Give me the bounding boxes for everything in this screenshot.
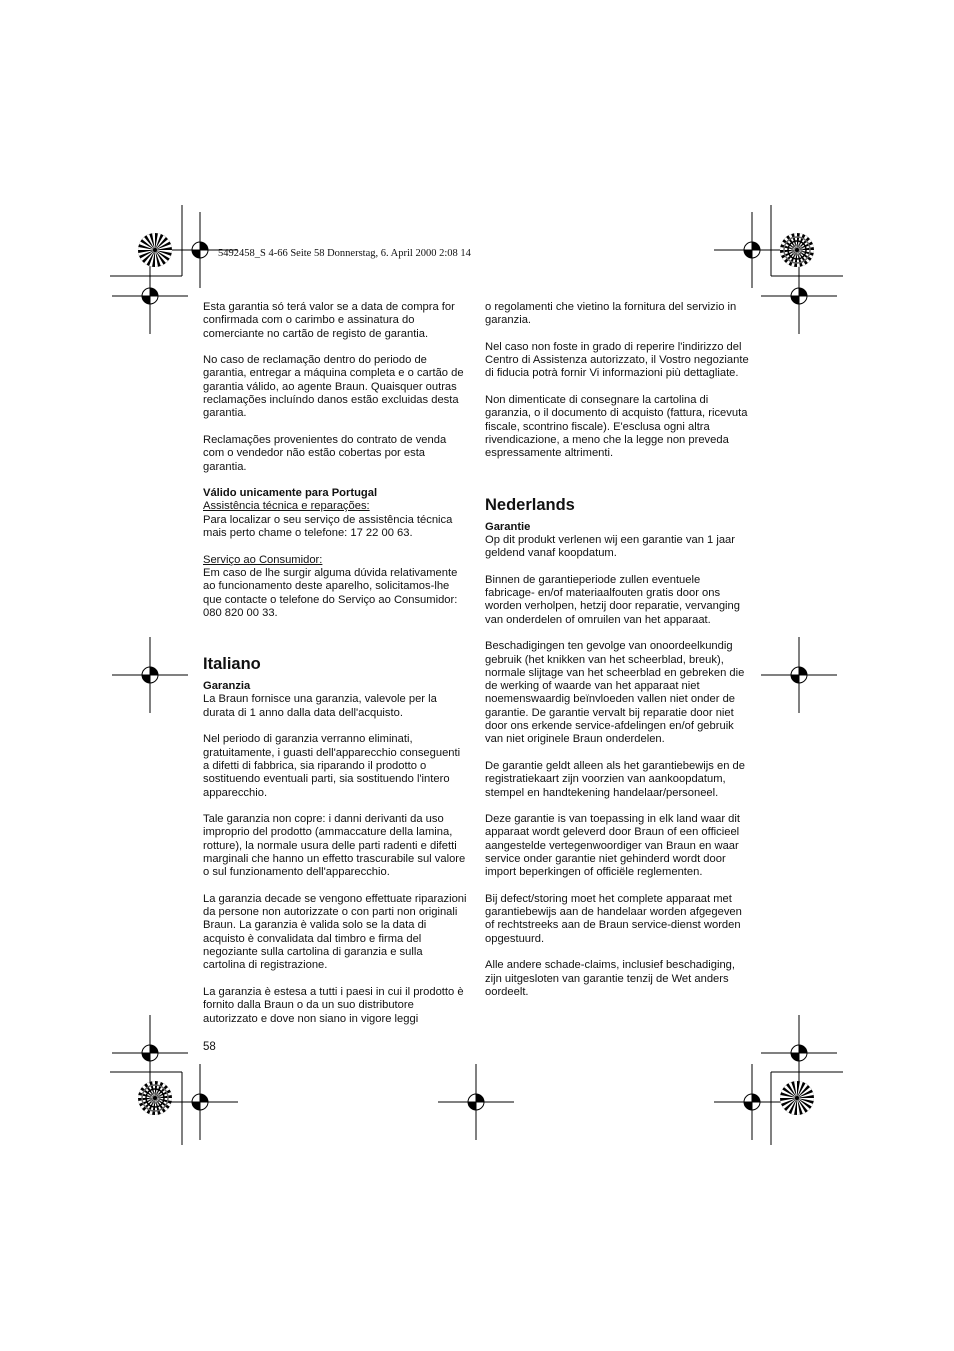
consumer-service-label: Serviço ao Consumidor: bbox=[203, 553, 323, 566]
paragraph: Tale garanzia non copre: i danni derivanti da uso improprio del prodotto (ammaccature della lamina, rotture), la normale usura delle parti radenti e difetti marginali che hanno un effetto trascurabile sul valore o sul funzionamento dell'apparecchio. bbox=[203, 813, 466, 879]
print-header: 5492458_S 4-66 Seite 58 Donnerstag, 6. April 2000 2:08 14 bbox=[218, 248, 471, 259]
right-column bbox=[485, 301, 749, 1013]
paragraph: Nel caso non foste in grado di reperire l'indirizzo del Centro di Assistenza autorizzato, il Vostro negoziante di fiducia potrà fornir Vi informazioni più dettagliate. bbox=[485, 340, 749, 380]
paragraph: De garantie geldt alleen als het garantiebewijs en de registratiekaart zijn voorzien van aankoopdatum, stempel en handtekening handelaar/personeel. bbox=[485, 759, 745, 799]
paragraph: No caso de reclamação dentro do periodo de garantia, entregar a máquina completa e o cartão de garantia válido, ao agente Braun. Quaisquer outras reclamações incluíndo danos estão excluidas desta garantia. bbox=[203, 354, 464, 420]
registration-target bbox=[714, 212, 790, 288]
paragraph: Op dit produkt verlenen wij een garantie van 1 jaar geldend vanaf koopdatum. bbox=[485, 533, 736, 560]
starburst-mark bbox=[138, 1081, 172, 1115]
section-heading-italiano: Italiano bbox=[203, 655, 261, 674]
paragraph: La garanzia decade se vengono effettuate riparazioni da persone non autorizzate o con parti non originali Braun. La garanzia è valida solo se la data di acquisto è convalidata dal timbro e firma del negoziante sulla cartolina di garanzia e sulla cartolina di registrazione. bbox=[203, 892, 467, 972]
registration-target bbox=[761, 258, 837, 334]
registration-target bbox=[438, 1064, 514, 1140]
paragraph: Esta garantia só terá valor se a data de compra for confirmada com o carimbo e assinatura do comerciante no cartão de registo de garantia. bbox=[203, 301, 455, 340]
paragraph: Reclamações provenientes do contrato de venda com o vendedor não estão cobertas por esta garantia. bbox=[203, 433, 447, 473]
subheading-garanzia: Garanzia bbox=[203, 680, 251, 693]
paragraph: Deze garantie is van toepassing in elk land waar dit apparaat wordt geleverd door Braun of een officieel aangestelde vertegenwoordiger van Braun en waar service onder garantie niet gehinderd wordt door import beperkingen of officiële reglementen. bbox=[485, 813, 740, 879]
registration-target bbox=[112, 637, 188, 713]
subheading-garantie: Garantie bbox=[485, 520, 531, 533]
registration-target bbox=[761, 1015, 837, 1091]
starburst-mark bbox=[780, 233, 814, 267]
subheading-portugal: Válido unicamente para Portugal bbox=[203, 487, 378, 500]
registration-target bbox=[162, 1064, 238, 1140]
page-number: 58 bbox=[203, 1041, 216, 1053]
paragraph: Alle andere schade-claims, inclusief beschadiging, zijn uitgesloten van garantie tenzij de Wet anders oordeelt. bbox=[485, 959, 735, 998]
paragraph: Para localizar o seu serviço de assistência técnica mais perto chame o telefone: 17 22 00 63. bbox=[203, 513, 453, 540]
paragraph: Binnen de garantieperiode zullen eventuele fabricage- en/of materiaalfouten gratis door ons worden verholpen, hetzij door reparatie, vervanging van onderdelen of omruilen van het apparaat. bbox=[485, 573, 740, 626]
assistance-label: Assistência técnica e reparações: bbox=[203, 500, 370, 513]
registration-target bbox=[761, 637, 837, 713]
paragraph: Nel periodo di garanzia verranno eliminati, gratuitamente, i guasti dell'apparecchio conseguenti a difetti di fabbrica, sia riparando il prodotto o sostituendo eventuali parti, sia sostituendo l'intero apparecchio. bbox=[203, 733, 461, 799]
paragraph: Non dimenticate di consegnare la cartolina di garanzia, o il documento di acquisto (fattura, ricevuta fiscale, scontrino fiscale). E'esclusa ogni altra rivendicazione, a meno che la legge non preveda espressamente altrimenti. bbox=[485, 394, 748, 460]
paragraph: Bij defect/storing moet het complete apparaat met garantiebewijs aan de handelaar worden afgegeven of rechtstreeks aan de Braun service-dienst worden opgestuurd. bbox=[485, 892, 742, 945]
registration-target bbox=[112, 258, 188, 334]
section-heading-nederlands: Nederlands bbox=[485, 495, 575, 514]
paragraph: Em caso de lhe surgir alguma dúvida relativamente ao funcionamento deste aparelho, solicitamos-lhe que contacte o telefone do Serviço ao Consumidor: 080 820 00 33. bbox=[203, 566, 458, 619]
paragraph: La Braun fornisce una garanzia, valevole per la durata di 1 anno dalla data dell'acquisto. bbox=[203, 693, 437, 719]
registration-target bbox=[112, 1015, 188, 1091]
registration-target bbox=[714, 1064, 790, 1140]
paragraph: o regolamenti che vietino la fornitura del servizio in garanzia. bbox=[485, 301, 737, 327]
paragraph: Beschadigingen ten gevolge van onoordeelkundig gebruik (het knikken van het scheerblad, breuk), normale slijtage van het scheerblad en gebreken die de werking of waarde van het apparaat niet noemenswaardig beïnvloeden vallen niet onder de garantie. De garantie vervalt bij reparatie door niet door ons erkende service-afdelingen en/of gebruik van niet originele Braun onderdelen. bbox=[485, 640, 745, 746]
left-column bbox=[203, 301, 467, 1039]
starburst-mark bbox=[780, 1081, 814, 1115]
starburst-mark bbox=[138, 233, 172, 267]
paragraph: La garanzia è estesa a tutti i paesi in cui il prodotto è fornito dalla Braun o da un suo distributore autorizzato e dove non siano in vigore leggi bbox=[203, 985, 464, 1025]
